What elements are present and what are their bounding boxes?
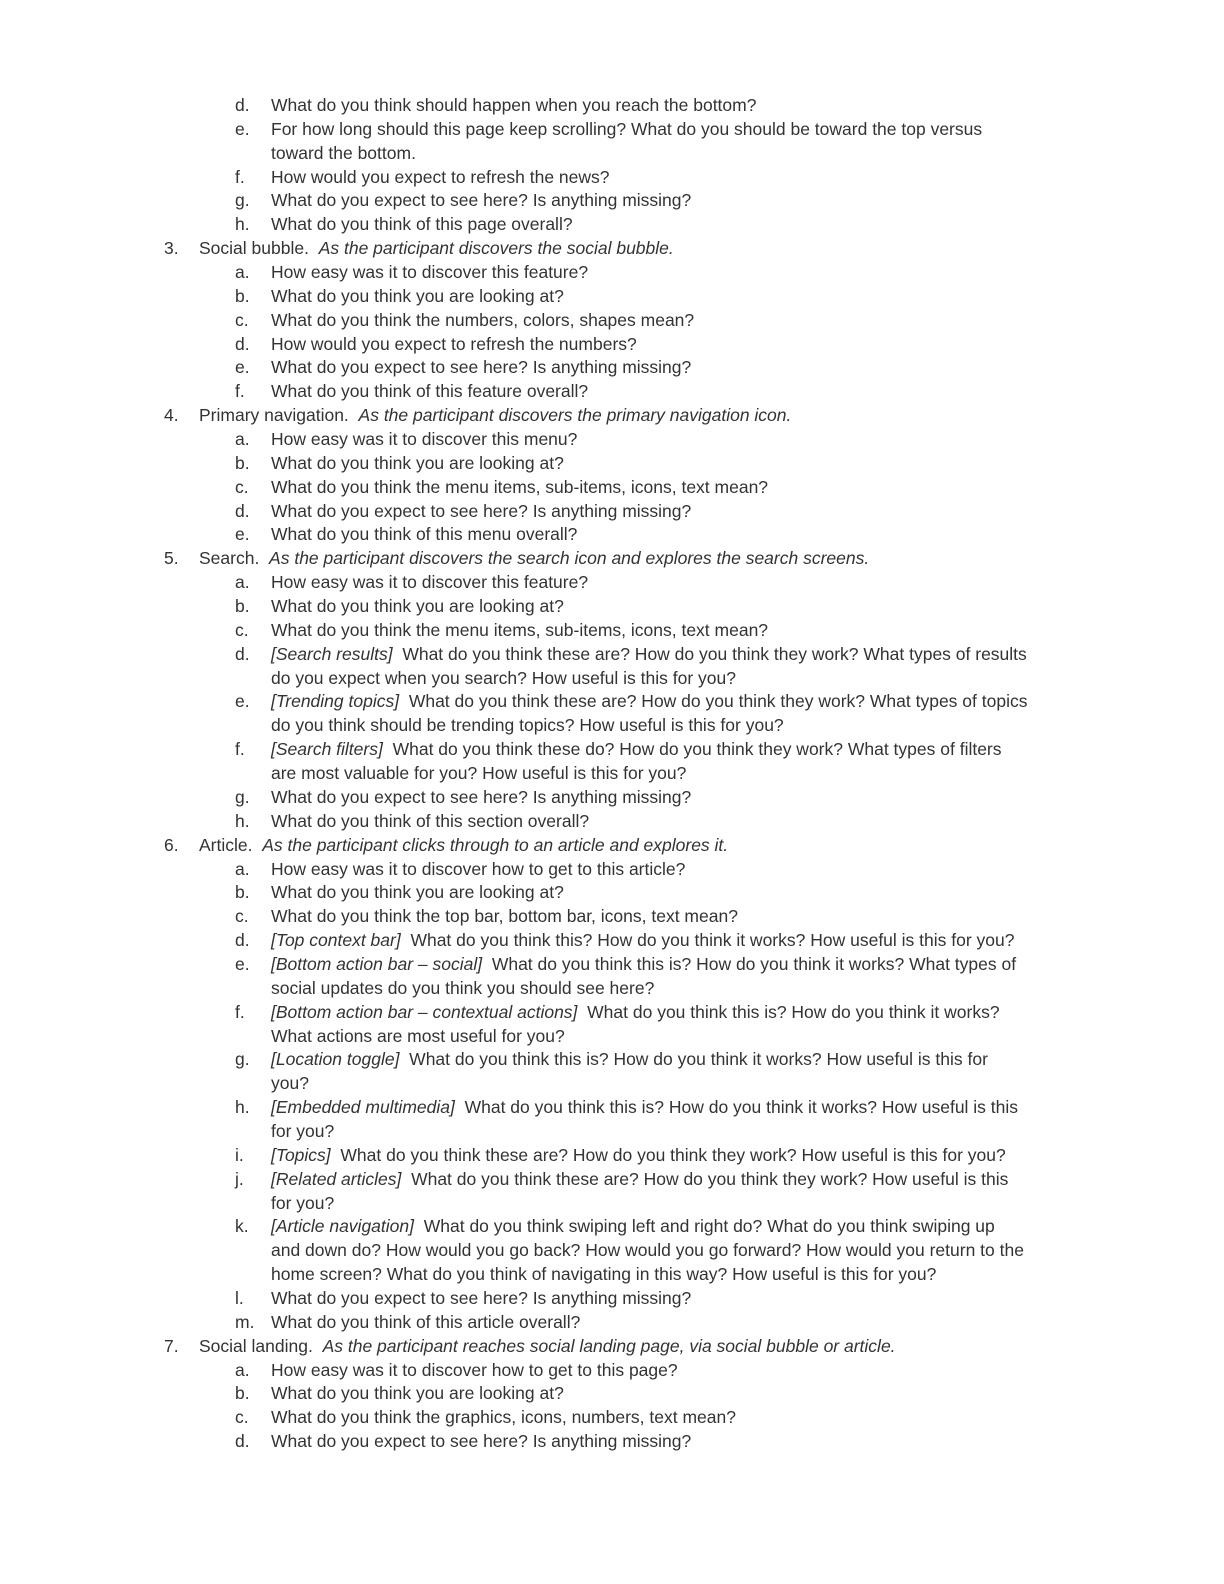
list-item <box>0 189 1056 213</box>
item-marker: a. <box>235 858 250 879</box>
item-line <box>271 762 1056 786</box>
item-text: What do you think you are looking at? <box>271 882 564 903</box>
item-text: What do you expect to see here? Is anything missing? <box>271 1287 692 1308</box>
item-text: How easy was it to discover this feature? <box>271 262 589 283</box>
item-marker: k. <box>235 1216 249 1237</box>
list-item <box>0 1215 1056 1287</box>
item-marker: g. <box>235 190 250 211</box>
list-item <box>0 690 1056 738</box>
section-number: 4. <box>164 405 179 426</box>
item-marker: c. <box>235 309 249 330</box>
item-line <box>271 166 1056 190</box>
item-text: What do you think this is? How do you think it works? How useful is this for <box>409 1049 988 1070</box>
list-item <box>0 1096 1056 1144</box>
item-line <box>271 1096 1056 1120</box>
document-page <box>0 94 1224 1454</box>
item-line <box>271 523 1056 547</box>
item-line <box>271 858 1056 882</box>
list-item <box>0 929 1056 953</box>
item-line <box>271 571 1056 595</box>
item-tag: [Bottom action bar – social] <box>271 953 483 974</box>
item-tag: [Bottom action bar – contextual actions] <box>271 1001 578 1022</box>
list-item <box>0 1382 1056 1406</box>
list-item <box>0 500 1056 524</box>
item-text: What do you think this is? How do you think it works? <box>587 1001 1000 1022</box>
list-item <box>0 428 1056 452</box>
item-line <box>271 1430 1056 1454</box>
list-item <box>0 1144 1056 1168</box>
item-line <box>271 929 1056 953</box>
item-text: What do you think of this feature overall? <box>271 381 589 402</box>
item-text: How would you expect to refresh the news? <box>271 166 610 187</box>
list-item <box>0 1001 1056 1049</box>
item-line <box>271 1382 1056 1406</box>
list-item <box>0 1311 1056 1335</box>
list-item <box>0 786 1056 810</box>
item-text: do you expect when you search? How useful is this for you? <box>271 667 736 688</box>
item-line <box>271 619 1056 643</box>
section-heading-text <box>199 547 869 571</box>
item-text: for you? <box>271 1120 335 1141</box>
list-item <box>0 571 1056 595</box>
item-text: What do you think the menu items, sub-items, icons, text mean? <box>271 619 769 640</box>
item-text: What do you think swiping left and right do? What do you think swiping up <box>423 1216 995 1237</box>
item-line <box>271 1001 1056 1025</box>
list-item <box>0 452 1056 476</box>
item-marker: a. <box>235 262 250 283</box>
item-text: How easy was it to discover this menu? <box>271 429 578 450</box>
item-text: What do you think these are? How do you think they work? What types of results <box>402 643 1027 664</box>
list-item <box>0 953 1056 1001</box>
item-text: What do you expect to see here? Is anything missing? <box>271 1431 692 1452</box>
item-line <box>271 1239 1056 1263</box>
item-line <box>271 1263 1056 1287</box>
section-note: As the participant discovers the social bubble. <box>318 238 674 259</box>
item-marker: d. <box>235 643 250 664</box>
list-item <box>0 285 1056 309</box>
item-tag: [Article navigation] <box>271 1216 414 1237</box>
item-marker: i. <box>235 1144 244 1165</box>
item-line <box>271 261 1056 285</box>
list-item <box>0 118 1056 166</box>
list-item <box>0 595 1056 619</box>
item-text: do you think should be trending topics? How useful is this for you? <box>271 715 784 736</box>
section-number: 7. <box>164 1335 179 1356</box>
item-marker: e. <box>235 953 250 974</box>
section-title: Search. <box>199 548 260 569</box>
item-text: What do you think the graphics, icons, numbers, text mean? <box>271 1407 736 1428</box>
section-heading <box>0 834 1224 858</box>
section-note: As the participant reaches social landing page, via social bubble or article. <box>322 1335 896 1356</box>
item-marker: a. <box>235 429 250 450</box>
item-marker: d. <box>235 1431 250 1452</box>
item-text: toward the bottom. <box>271 142 416 163</box>
list-item <box>0 523 1056 547</box>
section-title: Social landing. <box>199 1335 313 1356</box>
item-text: What do you think the top bar, bottom bar, icons, text mean? <box>271 906 738 927</box>
item-line <box>271 905 1056 929</box>
item-line <box>271 452 1056 476</box>
list-item <box>0 1048 1056 1096</box>
list-item <box>0 309 1056 333</box>
item-text: What do you expect to see here? Is anything missing? <box>271 190 692 211</box>
item-line <box>271 1072 1056 1096</box>
section-heading-text <box>199 237 674 261</box>
item-text: and down do? How would you go back? How would you go forward? How would you return to the <box>271 1240 1024 1261</box>
list-item <box>0 738 1056 786</box>
item-line <box>271 643 1056 667</box>
item-marker: b. <box>235 285 250 306</box>
list-item <box>0 905 1056 929</box>
section-heading <box>0 547 1224 571</box>
item-text: What do you expect to see here? Is anything missing? <box>271 786 692 807</box>
item-marker: h. <box>235 214 250 235</box>
section-title: Primary navigation. <box>199 405 349 426</box>
item-marker: h. <box>235 1097 250 1118</box>
item-text: for you? <box>271 1192 335 1213</box>
item-text: What do you expect to see here? Is anything missing? <box>271 500 692 521</box>
list-item <box>0 1406 1056 1430</box>
item-text: For how long should this page keep scrolling? What do you should be toward the top versus <box>271 118 983 139</box>
item-line <box>271 977 1056 1001</box>
item-marker: c. <box>235 1407 249 1428</box>
item-line <box>271 380 1056 404</box>
item-line <box>271 333 1056 357</box>
item-line <box>271 94 1056 118</box>
item-tag: [Related articles] <box>271 1168 402 1189</box>
item-marker: d. <box>235 500 250 521</box>
item-line <box>271 1359 1056 1383</box>
item-text: social updates do you think you should see here? <box>271 977 655 998</box>
item-line <box>271 953 1056 977</box>
item-text: What do you think this is? How do you think it works? What types of <box>491 953 1017 974</box>
list-item <box>0 166 1056 190</box>
list-item <box>0 1359 1056 1383</box>
item-text: are most valuable for you? How useful is this for you? <box>271 763 687 784</box>
section-number: 5. <box>164 548 179 569</box>
section-number: 6. <box>164 834 179 855</box>
item-line <box>271 213 1056 237</box>
item-text: What do you think of this section overall? <box>271 810 590 831</box>
section-note: As the participant discovers the search icon and explores the search screens. <box>269 548 870 569</box>
item-line <box>271 476 1056 500</box>
list-item <box>0 213 1056 237</box>
item-text: How easy was it to discover how to get to this article? <box>271 858 686 879</box>
item-line <box>271 1192 1056 1216</box>
item-text: What do you think of this article overall? <box>271 1311 581 1332</box>
list-item <box>0 1287 1056 1311</box>
item-marker: b. <box>235 596 250 617</box>
section-heading-text <box>199 1335 896 1359</box>
item-marker: b. <box>235 452 250 473</box>
item-marker: c. <box>235 619 249 640</box>
item-text: What do you think this? How do you think it works? How useful is this for you? <box>410 930 1015 951</box>
item-marker: e. <box>235 524 250 545</box>
item-tag: [Trending topics] <box>271 691 400 712</box>
item-text: How easy was it to discover this feature? <box>271 572 589 593</box>
item-line <box>271 1168 1056 1192</box>
list-item <box>0 1430 1056 1454</box>
item-line <box>271 1406 1056 1430</box>
item-marker: h. <box>235 810 250 831</box>
item-line <box>271 1311 1056 1335</box>
item-tag: [Search filters] <box>271 739 383 760</box>
item-marker: f. <box>235 381 245 402</box>
section-heading-text <box>199 834 728 858</box>
list-item <box>0 643 1056 691</box>
item-text: What do you think these are? How do you think they work? How useful is this for you? <box>340 1144 1006 1165</box>
item-line <box>271 1215 1056 1239</box>
item-line <box>271 1025 1056 1049</box>
item-line <box>271 1120 1056 1144</box>
item-text: What do you think these do? How do you think they work? What types of filters <box>392 739 1002 760</box>
item-line <box>271 786 1056 810</box>
item-marker: b. <box>235 882 250 903</box>
list-item <box>0 380 1056 404</box>
item-marker: c. <box>235 906 249 927</box>
item-line <box>271 667 1056 691</box>
item-marker: d. <box>235 333 250 354</box>
list-item <box>0 94 1056 118</box>
item-line <box>271 714 1056 738</box>
section-note: As the participant clicks through to an article and explores it. <box>262 834 729 855</box>
section-note: As the participant discovers the primary navigation icon. <box>358 405 792 426</box>
item-line <box>271 1287 1056 1311</box>
item-marker: f. <box>235 166 245 187</box>
item-line <box>271 1144 1056 1168</box>
item-marker: d. <box>235 95 250 115</box>
item-text: What do you think of this menu overall? <box>271 524 578 545</box>
item-marker: e. <box>235 118 250 139</box>
item-line <box>271 142 1056 166</box>
item-tag: [Embedded multimedia] <box>271 1097 455 1118</box>
item-marker: g. <box>235 1049 250 1070</box>
item-tag: [Topics] <box>271 1144 331 1165</box>
item-marker: g. <box>235 786 250 807</box>
item-text: What actions are most useful for you? <box>271 1025 565 1046</box>
item-line <box>271 500 1056 524</box>
list-item <box>0 881 1056 905</box>
item-text: What do you think these are? How do you think they work? How useful is this <box>411 1168 1009 1189</box>
list-item <box>0 356 1056 380</box>
item-line <box>271 285 1056 309</box>
item-marker: f. <box>235 739 245 760</box>
item-line <box>271 309 1056 333</box>
item-text: What do you think you are looking at? <box>271 452 564 473</box>
item-text: What do you think you are looking at? <box>271 1383 564 1404</box>
item-marker: j. <box>235 1168 244 1189</box>
section-heading-text <box>199 404 791 428</box>
item-text: What do you think these are? How do you think they work? What types of topics <box>408 691 1028 712</box>
list-item <box>0 476 1056 500</box>
item-line <box>271 690 1056 714</box>
item-text: What do you think you are looking at? <box>271 285 564 306</box>
item-line <box>271 356 1056 380</box>
section-heading <box>0 1335 1224 1359</box>
section-number: 3. <box>164 238 179 259</box>
item-marker: a. <box>235 1359 250 1380</box>
section-title: Social bubble. <box>199 238 309 259</box>
item-marker: m. <box>235 1311 255 1332</box>
item-line <box>271 595 1056 619</box>
item-line <box>271 118 1056 142</box>
item-line <box>271 810 1056 834</box>
item-tag: [Top context bar] <box>271 930 401 951</box>
item-line <box>271 738 1056 762</box>
item-text: What do you think the numbers, colors, shapes mean? <box>271 309 695 330</box>
item-marker: f. <box>235 1001 245 1022</box>
list-item <box>0 1168 1056 1216</box>
section-title: Article. <box>199 834 253 855</box>
item-marker: l. <box>235 1287 244 1308</box>
list-item <box>0 333 1056 357</box>
item-marker: e. <box>235 357 250 378</box>
item-tag: [Search results] <box>271 643 393 664</box>
list-item <box>0 619 1056 643</box>
item-text: you? <box>271 1073 309 1094</box>
list-item <box>0 810 1056 834</box>
item-marker: e. <box>235 691 250 712</box>
item-text: What do you expect to see here? Is anything missing? <box>271 357 692 378</box>
item-text: What do you think the menu items, sub-items, icons, text mean? <box>271 476 769 497</box>
item-text: What do you think should happen when you reach the bottom? <box>271 95 757 115</box>
item-marker: c. <box>235 476 249 497</box>
item-marker: b. <box>235 1383 250 1404</box>
item-line <box>271 881 1056 905</box>
item-text: home screen? What do you think of navigating in this way? How useful is this for you? <box>271 1264 937 1285</box>
item-text: What do you think of this page overall? <box>271 214 573 235</box>
item-line <box>271 189 1056 213</box>
list-item <box>0 858 1056 882</box>
list-item <box>0 261 1056 285</box>
item-text: How would you expect to refresh the numbers? <box>271 333 637 354</box>
item-marker: a. <box>235 572 250 593</box>
item-line <box>271 428 1056 452</box>
section-heading <box>0 404 1224 428</box>
item-text: What do you think this is? How do you think it works? How useful is this <box>464 1097 1019 1118</box>
section-heading <box>0 237 1224 261</box>
item-text: What do you think you are looking at? <box>271 596 564 617</box>
item-line <box>271 1048 1056 1072</box>
item-text: How easy was it to discover how to get to this page? <box>271 1359 678 1380</box>
item-tag: [Location toggle] <box>271 1049 400 1070</box>
item-marker: d. <box>235 930 250 951</box>
